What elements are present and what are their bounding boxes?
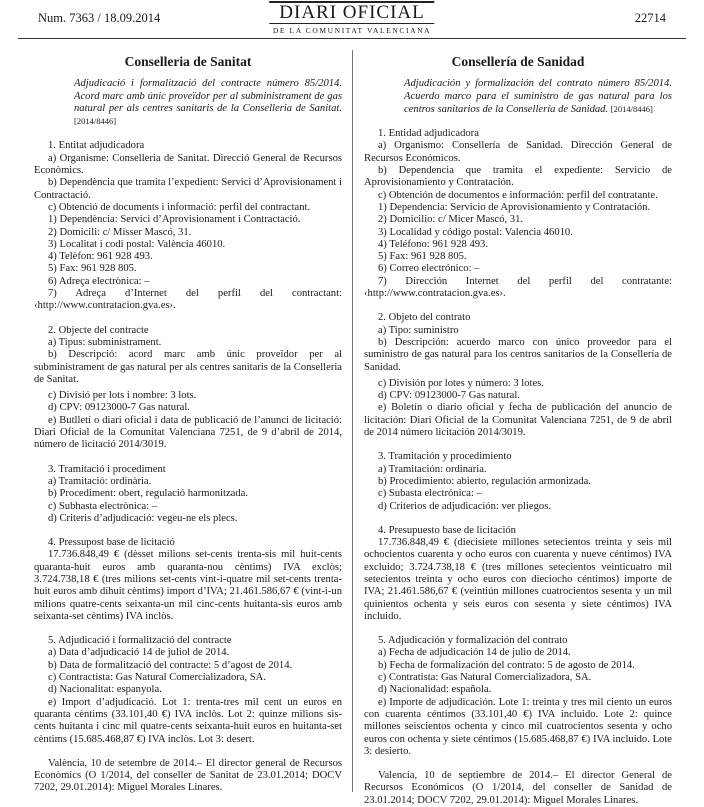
item: b) Dependencia que tramita el expediente: Servicio de Aprovisionamiento y Contratación. [364,165,672,189]
item: 6) Correo electrónico: – [378,263,480,275]
heading-procedure: 3. Tramitació i procediment [48,463,166,475]
item: a) Tramitación: ordinaria. [378,463,487,475]
reference-code: [2014/8446] [74,116,117,127]
item: 4) Teléfono: 961 928 493. [378,238,488,250]
item: d) Nacionalidad: española. [378,684,492,696]
item: d) Criteris d’adjudicació: vegeu-ne els plecs. [48,512,238,524]
item: d) Criterios de adjudicación: ver pliegos. [378,500,551,512]
budget-text: 17.736.848,49 € (dèsset milions set-cents trenta-sis mil huit-cents quaranta-huit euros amb quaranta-nou cèntims) IVA exclòs; 3.724.738,18 € (tres milions set-cents vint-i-quatre mil set-cents trenta-huit euros amb díhuit cèntims) import d’IVA; 21.461.586,67 € (vint-i-un milions quatre-cents seixanta-un mil cinc-cents huitanta-sis euros amb seixanta-set cèntims) IVA inclòs. [34,549,342,622]
item: d) CPV: 09123000-7 Gas natural. [378,390,520,402]
item: b) Descripción: acuerdo marco con único proveedor para el suministro de gas natural para los centros sanitarios de la Consellería de Sanidad. [364,336,672,373]
item: e) Boletín o diario oficial y fecha de publicación del anuncio de licitación: Diari Oficial de la Comunitat Valenciana 7251, de 9 de abril de 2014 número licitación 2014/3019. [364,402,672,439]
issue-number: Num. 7363 / 18.09.2014 [38,11,161,25]
closing-signature: Valencia, 10 de septiembre de 2014.– El director General de Recursos Económicos (O 1/2014, del conseller de Sanidad de 23.01.2014; DOCV 7202, 29.01.2014): Miguel Morales Linares. [364,770,672,806]
item: c) Subhasta electrònica: – [48,500,158,512]
item: b) Procedimiento: abierto, regulación armonizada. [378,475,591,487]
masthead-subtitle: DE LA COMUNITAT VALENCIANA [272,26,432,35]
item: 3) Localitat i codi postal: València 46010. [48,238,226,250]
valencian-column [18,40,352,800]
item: 5) Fax: 961 928 805. [48,263,137,275]
item: 1) Dependencia: Servicio de Aprovisionamiento y Contratación. [378,201,651,213]
page-header [18,0,686,40]
item: c) Contratista: Gas Natural Comercializadora, SA. [378,672,592,684]
item: c) Subasta electrónica: – [378,488,482,500]
item: a) Tipo: suministro [378,324,459,336]
item: 2) Domicilio: c/ Micer Mascó, 31. [378,214,524,226]
masthead-logo [269,1,434,35]
item: c) Contractista: Gas Natural Comercializadora, SA. [48,672,266,684]
announcement-summary: Adjudicació i formalització del contracte número 85/2014. Acord marc amb únic proveïdor per al subministrament de gas natural per als centres sanitaris de la Conselleria de Sanitat. [2014/8446] [74,78,342,127]
item: c) Obtenció de documents i informació: perfil del contractant. [48,201,311,213]
item: e) Butlletí o diari oficial i data de publicació de l’anunci de licitació: Diari Oficial de la Comunitat Valenciana 7251, de 9 d’abril de 2014, número de licitació 2014/3019. [34,414,342,451]
item: 7) Adreça d’Internet del perfil del contractant: ‹http://www.contratacion.gva.es›. [34,288,342,312]
page-number: 22714 [634,11,666,25]
announcement-summary: Adjudicación y formalización del contrato número 85/2014. Acuerdo marco para el suministro de gas natural para los centros sanitarios de la Consellería de Sanidad. [2014/8446] [404,78,672,115]
heading-object: 2. Objecte del contracte [48,324,149,336]
item: d) CPV: 09123000-7 Gas natural. [48,402,190,414]
heading-entity: 1. Entitat adjudicadora [48,140,145,152]
item: c) División por lotes y número: 3 lotes. [378,377,544,389]
item: b) Dependència que tramita l’expedient: Servici d’Aprovisionament i Contractació. [34,177,342,201]
item: 7) Dirección Internet del perfil del contratante: ‹http://www.contratacion.gva.es›. [364,275,672,300]
item: e) Importe de adjudicación. Lote 1: treinta y tres mil ciento un euros con cuarenta céntimos (33.101,40 €) IVA incluido. Lote 2: quince millones seiscientos ochenta y cinco mil cuatrocientos sesenta y ocho euros con ochenta y siete céntimos (15.685.468,87 €) IVA incluido. Lote 3: desierto. [364,696,672,757]
item: a) Organisme: Conselleria de Sanitat. Direcció General de Recursos Econòmics. [34,152,342,177]
heading-award: 5. Adjudicación y formalización del contrato [378,635,568,647]
item: 4) Telèfon: 961 928 493. [48,251,153,263]
budget-text: 17.736.848,49 € (diecisiete millones setecientos treinta y seis mil ochocientos cuarenta y ocho euros con cuarenta y nueve céntimos) IVA excluido; 3.724.738,18 € (tres millones setecientos veinticuatro mil setecientos treinta y ocho euros con dieciocho céntimos) importe de IVA; 21.461.586,67 € (veintiún millones cuatrocientos sesenta y un mil quinientos ochenta y seis euros con sesenta y siete céntimos) IVA incluido. [364,537,672,622]
item: a) Organismo: Consellería de Sanidad. Dirección General de Recursos Económicos. [364,140,672,164]
item: a) Fecha de adjudicación 14 de julio de 2014. [378,647,571,659]
item: 1) Dependència: Servici d’Aprovisionament i Contractació. [48,214,301,226]
section-title: Conselleria de Sanitat [124,54,252,69]
heading-award: 5. Adjudicació i formalització del contracte [48,635,232,647]
item: a) Tramitació: ordinària. [48,475,152,487]
item: c) Divisió per lots i nombre: 3 lots. [48,390,197,402]
masthead-title: DIARI OFICIAL [269,1,434,24]
section-title: Consellería de Sanidad [451,54,585,69]
heading-object: 2. Objeto del contrato [378,312,471,324]
item: e) Import d’adjudicació. Lot 1: trenta-tres mil cent un euros en quaranta cèntims (33.101,40 €) IVA inclòs. Lot 2: quinze milions sis-cents huitanta i cinc mil quatre-cents seixanta-huit euros en huitanta-set cèntims (15.685.468,87 €) IVA inclòs. Lot 3: desert. [34,696,342,745]
item: b) Descripció: acord marc amb únic proveïdor per al subministrament de gas natural per als centres sanitaris de la Conselleria de Sanitat. [34,349,342,385]
item: d) Nacionalitat: espanyola. [48,684,162,696]
spanish-column [352,40,686,806]
item: 6) Adreça electrònica: – [48,275,150,287]
heading-budget: 4. Pressupost base de licitació [48,537,175,549]
heading-procedure: 3. Tramitación y procedimiento [378,451,512,463]
heading-entity: 1. Entidad adjudicadora [378,128,479,140]
item: b) Data de formalització del contracte: 5 d’agost de 2014. [48,659,293,671]
two-column-body [18,40,686,806]
column-divider [352,50,353,792]
reference-code: [2014/8446] [610,103,653,114]
heading-budget: 4. Presupuesto base de licitación [378,524,516,536]
item: 5) Fax: 961 928 805. [378,251,467,263]
item: b) Fecha de formalización del contrato: 5 de agosto de 2014. [378,659,635,671]
item: a) Tipus: subministrament. [48,336,162,348]
item: 3) Localidad y código postal: Valencia 46010. [378,226,573,238]
closing-signature: València, 10 de setembre de 2014.– El director general de Recursos Econòmics (O 1/2014, del conseller de Sanitat de 23.01.2014; DOCV 7202, 29.01.2014): Miguel Morales Linares. [34,757,342,794]
header-divider [18,38,686,39]
item: b) Procediment: obert, regulació harmonitzada. [48,488,249,500]
item: 2) Domicili: c/ Misser Mascó, 31. [48,226,192,238]
item: a) Data d’adjudicació 14 de juliol de 2014. [48,647,230,659]
item: c) Obtención de documentos e información: perfil del contratante. [378,189,658,201]
